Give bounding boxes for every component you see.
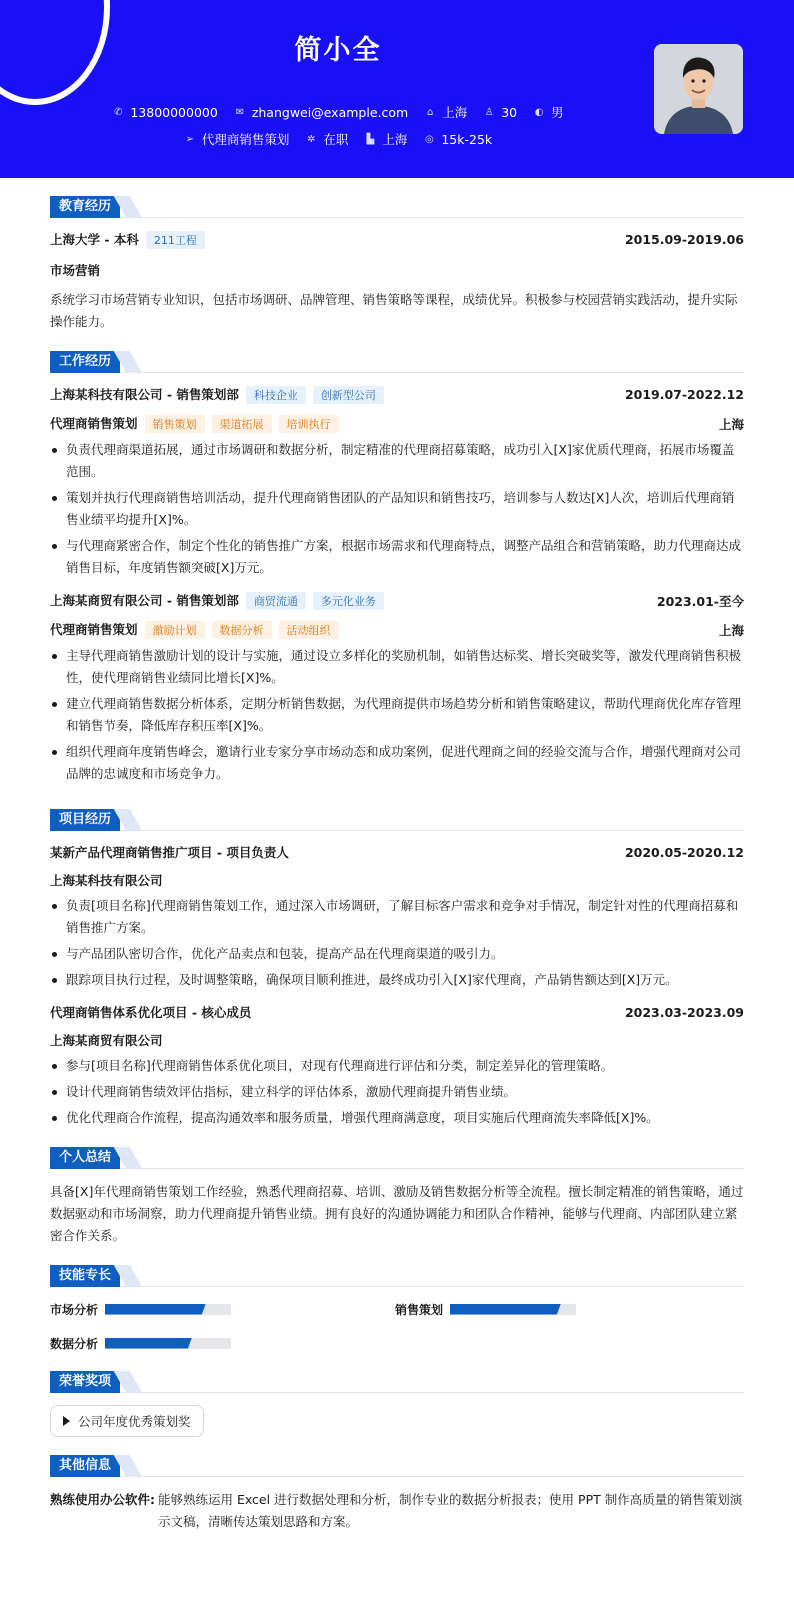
- work-entry: [50, 591, 744, 785]
- email-item: [234, 103, 408, 121]
- section-header: [50, 1265, 744, 1287]
- skills-section: [50, 1265, 744, 1353]
- skill-bar: [105, 1338, 231, 1349]
- project-section: [50, 809, 744, 1129]
- age-item: [483, 103, 517, 121]
- award-item[interactable]: [50, 1405, 204, 1437]
- school-name: 上海大学 - 本科: [50, 232, 139, 247]
- section-title: 个人总结: [50, 1147, 120, 1169]
- home-icon: ⌂: [427, 106, 434, 118]
- city-text: 上海: [382, 132, 408, 147]
- section-title: 教育经历: [50, 196, 120, 218]
- skill-bar-fill: [105, 1338, 192, 1349]
- salary-text: 15k-25k: [441, 131, 493, 147]
- work-bullets: [50, 439, 744, 579]
- skill-tag: 培训执行: [279, 415, 339, 433]
- job-title: 代理商销售策划: [50, 622, 138, 637]
- work-role-row: [50, 620, 744, 639]
- school-tag: 211工程: [146, 231, 205, 249]
- list-item: 负责[项目名称]代理商销售策划工作，通过深入市场调研，了解目标客户需求和竞争对手情况，制定针对性的代理商招募和销售推广方案。: [50, 895, 744, 939]
- work-heading: [50, 385, 744, 404]
- company-name: 上海某商贸有限公司 - 销售策划部: [50, 593, 239, 608]
- project-company: 上海某科技有限公司: [50, 873, 163, 888]
- skill-tag: 销售策划: [145, 415, 205, 433]
- work-date: 2023.01-至今: [656, 593, 744, 609]
- avatar-portrait: [654, 44, 743, 134]
- skill-item: [50, 1333, 395, 1353]
- job-intent-row: [0, 130, 676, 148]
- skill-bar: [105, 1304, 231, 1315]
- list-item: 负责代理商渠道拓展，通过市场调研和数据分析，制定精准的代理商招募策略，成功引入[X]家优质代理商，拓展市场覆盖范围。: [50, 439, 744, 483]
- play-icon: [63, 1416, 70, 1426]
- gender-item: [533, 103, 564, 121]
- status-item: [305, 130, 348, 148]
- skill-name: 数据分析: [50, 1336, 99, 1351]
- education-section: [50, 196, 744, 333]
- city-item: [364, 130, 407, 148]
- section-header: [50, 1455, 744, 1477]
- section-title: 工作经历: [50, 351, 120, 373]
- education-date: 2015.09-2019.06: [624, 232, 744, 247]
- project-entry: [50, 1003, 744, 1129]
- work-date: 2019.07-2022.12: [624, 387, 744, 402]
- section-title: 技能专长: [50, 1265, 120, 1287]
- location-text: 上海: [442, 105, 468, 120]
- work-bullets: [50, 645, 744, 785]
- list-item: 组织代理商年度销售峰会，邀请行业专家分享市场动态和成功案例，促进代理商之间的经验交流与合作，增强代理商对公司品牌的忠诚度和市场竞争力。: [50, 741, 744, 785]
- project-entry: [50, 843, 744, 991]
- company-name: 上海某科技有限公司 - 销售策划部: [50, 387, 239, 402]
- skill-name: 销售策划: [395, 1302, 444, 1317]
- summary-section: [50, 1147, 744, 1247]
- list-item: 主导代理商销售激励计划的设计与实施，通过设立多样化的奖励机制，如销售达标奖、增长突破奖等，激发代理商销售积极性，使代理商销售业绩同比增长[X]%。: [50, 645, 744, 689]
- list-item: 与产品团队密切合作，优化产品卖点和包装，提高产品在代理商渠道的吸引力。: [50, 943, 744, 965]
- project-company: 上海某商贸有限公司: [50, 1033, 163, 1048]
- company-tag: 创新型公司: [313, 386, 384, 404]
- work-city: 上海: [718, 622, 744, 638]
- skills-grid: [50, 1299, 744, 1353]
- list-item: 策划并执行代理商销售培训活动，提升代理商销售团队的产品知识和销售技巧，培训参与人数达[X]人次，培训后代理商销售业绩平均提升[X]%。: [50, 487, 744, 531]
- list-item: 与代理商紧密合作，制定个性化的销售推广方案，根据市场需求和代理商特点，调整产品组合和营销策略，助力代理商达成销售目标，年度销售额突破[X]万元。: [50, 535, 744, 579]
- send-icon: ➢: [185, 133, 194, 145]
- resume-header: [0, 0, 794, 178]
- skill-tag: 活动组织: [279, 621, 339, 639]
- phone-text: 13800000000: [130, 104, 218, 120]
- building-icon: ▙: [366, 133, 375, 145]
- skill-tag: 渠道拓展: [212, 415, 272, 433]
- age-text: 30: [501, 104, 518, 120]
- job-title: 代理商销售策划: [50, 416, 138, 431]
- other-item: [50, 1489, 744, 1533]
- candidate-name: 简小全: [294, 35, 382, 66]
- mail-icon: ✉: [235, 106, 245, 118]
- project-heading: [50, 843, 744, 861]
- project-title: 某新产品代理商销售推广项目 - 项目负责人: [50, 845, 289, 860]
- skill-tag: 数据分析: [212, 621, 272, 639]
- status-text: 在职: [323, 132, 349, 147]
- other-text: 能够熟练运用 Excel 进行数据处理和分析，制作专业的数据分析报表；使用 PPT 制作高质量的销售策划演示文稿，清晰传达策划思路和方案。: [158, 1492, 743, 1529]
- list-item: 优化代理商合作流程，提高沟通效率和服务质量，增强代理商满意度，项目实施后代理商流失率降低[X]%。: [50, 1107, 744, 1129]
- project-bullets: [50, 895, 744, 991]
- other-section: [50, 1455, 744, 1533]
- list-item: 参与[项目名称]代理商销售体系优化项目，对现有代理商进行评估和分类，制定差异化的管理策略。: [50, 1055, 744, 1077]
- section-header: [50, 809, 744, 831]
- work-role-row: [50, 414, 744, 433]
- awards-section: [50, 1371, 744, 1437]
- phone-icon: ✆: [114, 106, 123, 118]
- status-icon: ✲: [307, 133, 316, 145]
- skill-bar-fill: [450, 1304, 561, 1315]
- education-description: 系统学习市场营销专业知识，包括市场调研、品牌管理、销售策略等课程，成绩优异。积极参与校园营销实践活动，提升实际操作能力。: [50, 292, 738, 329]
- location-item: [424, 103, 467, 121]
- project-heading: [50, 1003, 744, 1021]
- education-heading: [50, 230, 744, 249]
- section-title: 荣誉奖项: [50, 1371, 120, 1393]
- skill-bar: [450, 1304, 576, 1315]
- target-role-item: [184, 130, 290, 148]
- avatar: [654, 44, 743, 134]
- section-header: [50, 351, 744, 373]
- work-section: [50, 351, 744, 785]
- section-header: [50, 1147, 744, 1169]
- major: 市场营销: [50, 263, 101, 278]
- company-tag: 多元化业务: [313, 592, 384, 610]
- award-name: 公司年度优秀策划奖: [78, 1414, 191, 1429]
- project-date: 2020.05-2020.12: [624, 844, 744, 860]
- work-heading: [50, 591, 744, 610]
- target-role-text: 代理商销售策划: [201, 132, 290, 147]
- work-entry: [50, 385, 744, 579]
- company-tag: 科技企业: [246, 386, 306, 404]
- phone-item: [112, 103, 217, 121]
- company-tag: 商贸流通: [246, 592, 306, 610]
- work-city: 上海: [718, 416, 744, 432]
- list-item: 设计代理商销售绩效评估指标，建立科学的评估体系，激励代理商提升销售业绩。: [50, 1081, 744, 1103]
- project-date: 2023.03-2023.09: [624, 1004, 744, 1020]
- list-item: 跟踪项目执行过程，及时调整策略，确保项目顺利推进，最终成功引入[X]家代理商，产品销售额达到[X]万元。: [50, 969, 744, 991]
- age-icon: ♙: [484, 106, 494, 118]
- email-text: zhangwei@example.com: [251, 104, 409, 120]
- salary-item: [423, 130, 492, 148]
- skill-item: [50, 1299, 395, 1319]
- skill-name: 市场分析: [50, 1302, 99, 1317]
- skill-item: [395, 1299, 740, 1319]
- resume-body: [0, 196, 794, 1533]
- salary-icon: ◎: [424, 133, 434, 145]
- section-title: 项目经历: [50, 809, 120, 831]
- project-bullets: [50, 1055, 744, 1129]
- list-item: 建立代理商销售数据分析体系，定期分析销售数据，为代理商提供市场趋势分析和销售策略建议，帮助代理商优化库存管理和销售节奏，降低库存积压率[X]%。: [50, 693, 744, 737]
- section-header: [50, 196, 744, 218]
- section-header: [50, 1371, 744, 1393]
- summary-text: 具备[X]年代理商销售策划工作经验，熟悉代理商招募、培训、激励及销售数据分析等全流程。擅长制定精准的销售策略，通过数据驱动和市场洞察，助力代理商提升销售业绩。拥有良好的沟通协调能力和团队合作精神，能够与代理商、内部团队建立紧密合作关系。: [50, 1184, 744, 1243]
- other-label: 熟练使用办公软件:: [50, 1492, 155, 1507]
- skill-bar-fill: [105, 1304, 206, 1315]
- gender-text: 男: [551, 105, 564, 120]
- section-title: 其他信息: [50, 1455, 120, 1477]
- skill-tag: 激励计划: [145, 621, 205, 639]
- project-title: 代理商销售体系优化项目 - 核心成员: [50, 1005, 252, 1020]
- gender-icon: ◐: [534, 106, 544, 118]
- contact-row: [0, 103, 676, 121]
